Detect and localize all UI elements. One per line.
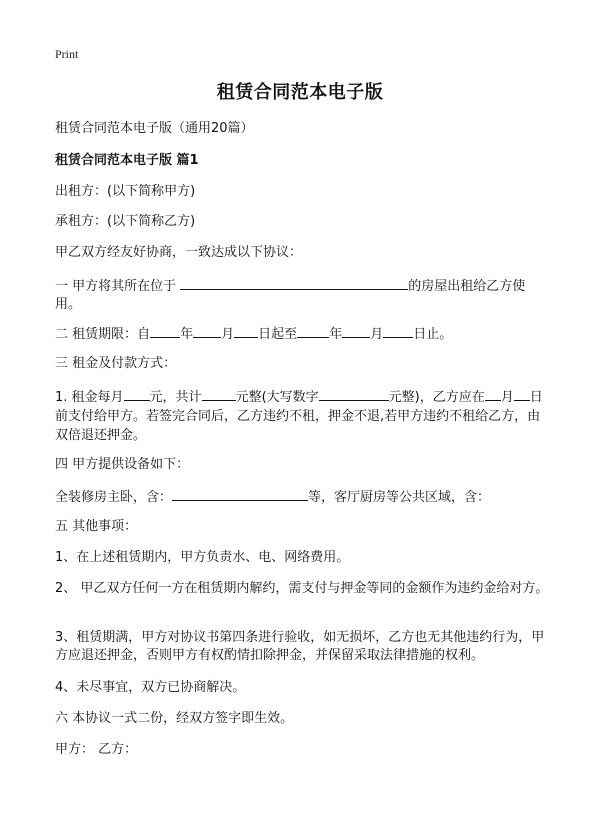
clause-4-line: [55, 487, 550, 507]
clause-1-prefix: 一 甲方将其所在位于: [55, 279, 181, 294]
due-day-blank: [514, 387, 530, 401]
clause-3-1: [55, 387, 550, 445]
item-3: 3、租赁期满，甲方对协议书第四条进行验收，如无损坏，乙方也无其他违约行为，甲方应退还押金，否则甲方有权酌情扣除押金，并保留采取法律措施的权利。: [55, 630, 545, 663]
clause-6: 六 本协议一式二份，经双方签字即生效。: [55, 711, 294, 726]
intro-line: 甲乙双方经友好协商，一致达成以下协议：: [55, 245, 303, 260]
start-day-blank: [234, 324, 258, 338]
clause-5-heading: 五 其他事项：: [55, 519, 138, 534]
month-label-2: 月: [370, 327, 384, 342]
end-month-blank: [342, 324, 370, 338]
lessor-line: 出租方：(以下简称甲方): [55, 184, 196, 199]
monthly-rent-blank: [124, 387, 150, 401]
year-label: 年: [180, 327, 194, 342]
due-month-blank: [485, 387, 501, 401]
equipment-prefix: 全装修房主卧，含：: [55, 490, 173, 505]
day-from-label: 日起至: [258, 327, 298, 342]
clause-1: [55, 276, 550, 314]
clause-3-heading: 三 租金及付款方式：: [55, 356, 177, 371]
start-year-blank: [150, 324, 180, 338]
address-blank: [180, 276, 408, 290]
month-label: 月: [221, 327, 235, 342]
print-link[interactable]: Print: [55, 47, 79, 61]
item-1: 1、在上述租赁期内，甲方负责水、电、网络费用。: [55, 550, 350, 565]
clause-2-prefix: 二 租赁期限：自: [55, 327, 151, 342]
item-2: 2、 甲乙双方任何一方在租赁期内解约，需支付与押金等同的金额作为违约金给对方。: [55, 581, 549, 596]
section-heading: 租赁合同范本电子版 篇1: [55, 153, 199, 168]
end-label: 日止。: [413, 327, 453, 342]
equipment-blank: [172, 487, 308, 501]
rent-due-label: 元整)，乙方应在: [388, 390, 485, 405]
clause-4-heading: 四 甲方提供设备如下：: [55, 457, 190, 472]
clause-2: [55, 324, 550, 344]
year-label-2: 年: [329, 327, 343, 342]
end-year-blank: [297, 324, 329, 338]
start-month-blank: [193, 324, 221, 338]
rent-monthly-label: 1. 租金每月: [55, 390, 124, 405]
document-subtitle: 租赁合同范本电子版（通用20篇）: [55, 121, 254, 136]
total-rent-blank: [202, 387, 236, 401]
rent-capital-label: 元整(大写数字: [235, 390, 319, 405]
item-4: 4、未尽事宜，双方已协商解决。: [55, 680, 246, 695]
rent-terms-text: 日前支付给甲方。若签完合同后，乙方违约不租，押金不退,若甲方违约不租给乙方，由双倍退还押金。: [55, 390, 543, 443]
capital-amount-blank: [319, 387, 389, 401]
due-month-label: 月: [500, 390, 514, 405]
clause-1-suffix: 的房屋出租给乙方使用。: [55, 279, 526, 312]
signature-line: 甲方： 乙方：: [55, 742, 138, 757]
end-day-blank: [383, 324, 413, 338]
document-title: 租赁合同范本电子版: [216, 82, 384, 103]
lessee-line: 承租方：(以下简称乙方): [55, 214, 196, 229]
rent-total-label: 元，共计: [149, 390, 202, 405]
equipment-suffix: 等，客厅厨房等公共区域，含：: [308, 490, 491, 505]
